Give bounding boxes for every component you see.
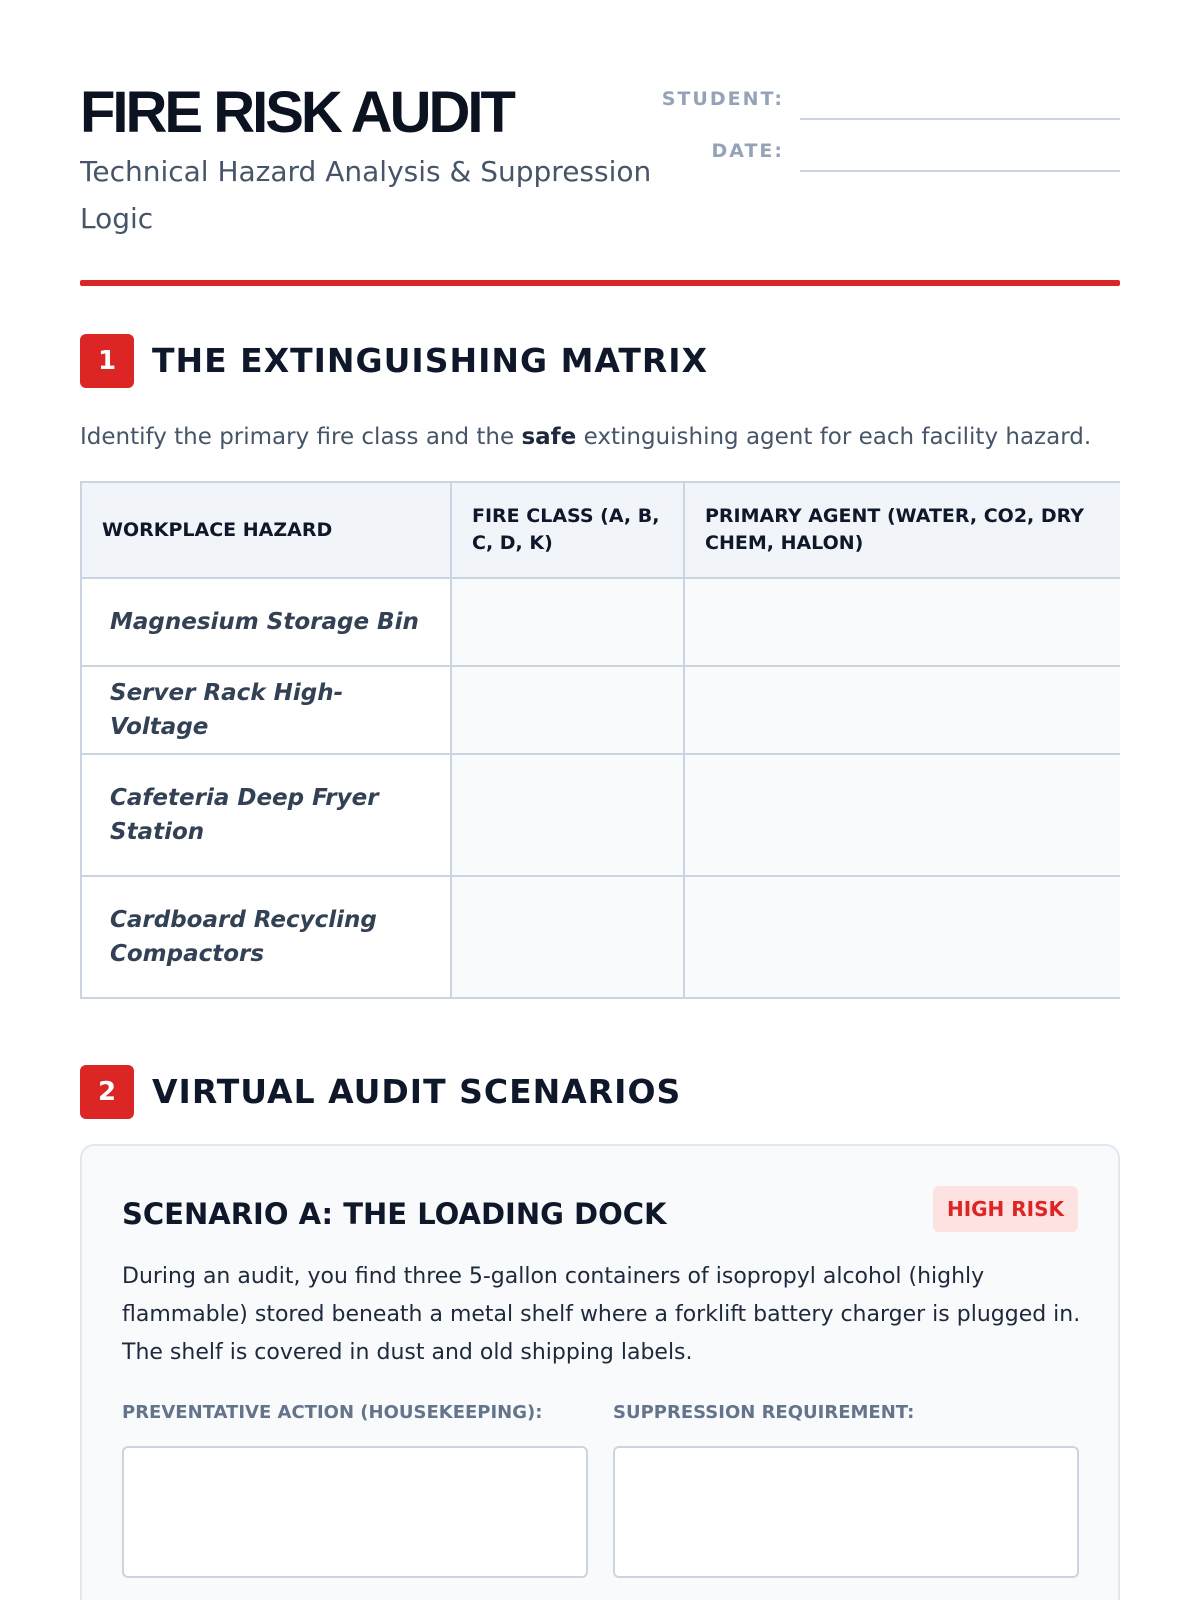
extinguishing-matrix-table [80,481,1120,999]
table-row [81,876,1120,998]
table-header-row [81,482,1120,578]
preventative-action-input[interactable] [122,1446,588,1578]
hazard-cell: Cardboard Recycling Compactors [81,876,451,998]
primary-agent-input-cell[interactable] [684,876,1120,998]
column-header-primary-agent: PRIMARY AGENT (WATER, CO2, DRY CHEM, HALON) [684,482,1120,578]
section-1-heading [80,334,1120,388]
fire-class-input-cell[interactable] [451,754,684,876]
section-title: VIRTUAL AUDIT SCENARIOS [152,1072,682,1111]
instructions-text: extinguishing agent for each facility hazard. [576,424,1092,450]
fire-class-input-cell[interactable] [451,666,684,754]
hazard-cell: Cafeteria Deep Fryer Station [81,754,451,876]
page-subtitle: Technical Hazard Analysis & Suppression Logic [80,155,652,235]
suppression-requirement-field [613,1400,1079,1578]
scenario-description: During an audit, you find three 5-gallon containers of isopropyl alcohol (highly flammable) stored beneath a metal shelf where a forklift battery charger is plugged in. The shelf is covered in dust and old shipping labels. [122,1264,1081,1365]
table-row [81,666,1120,754]
primary-agent-input-cell[interactable] [684,754,1120,876]
page-title: FIRE RISK AUDIT [80,80,513,145]
hazard-cell: Server Rack High-Voltage [81,666,451,754]
scenario-a-card [80,1144,1120,1600]
primary-agent-input-cell[interactable] [684,578,1120,666]
risk-level-badge: HIGH RISK [933,1186,1078,1232]
table-row [81,578,1120,666]
hazard-cell: Magnesium Storage Bin [81,578,451,666]
instructions-text: Identify the primary fire class and the [80,424,522,450]
student-label: STUDENT: [661,88,784,110]
date-label: DATE: [711,140,784,162]
fire-class-input-cell[interactable] [451,578,684,666]
table-row [81,754,1120,876]
suppression-requirement-input[interactable] [613,1446,1079,1578]
date-row [660,130,1120,182]
instructions-emphasis: safe [521,424,577,450]
student-row [660,78,1120,130]
scenario-title: SCENARIO A: THE LOADING DOCK [122,1197,667,1231]
worksheet-header [80,78,1120,248]
date-field[interactable] [800,170,1120,172]
section-number-badge: 1 [80,334,134,388]
column-header-fire-class: FIRE CLASS (A, B, C, D, K) [451,482,684,578]
section-2-heading [80,1065,1120,1119]
section-number-badge: 2 [80,1065,134,1119]
header-divider [80,280,1120,286]
fire-class-input-cell[interactable] [451,876,684,998]
field-label: SUPPRESSION REQUIREMENT: [613,1402,915,1423]
preventative-action-field [122,1400,588,1578]
primary-agent-input-cell[interactable] [684,666,1120,754]
field-label: PREVENTATIVE ACTION (HOUSEKEEPING): [122,1402,543,1423]
student-name-field[interactable] [800,118,1120,120]
matrix-instructions [80,422,1120,452]
section-title: THE EXTINGUISHING MATRIX [152,341,709,380]
column-header-hazard: WORKPLACE HAZARD [81,482,451,578]
worksheet-page [80,0,1120,1600]
student-info [660,78,1120,182]
